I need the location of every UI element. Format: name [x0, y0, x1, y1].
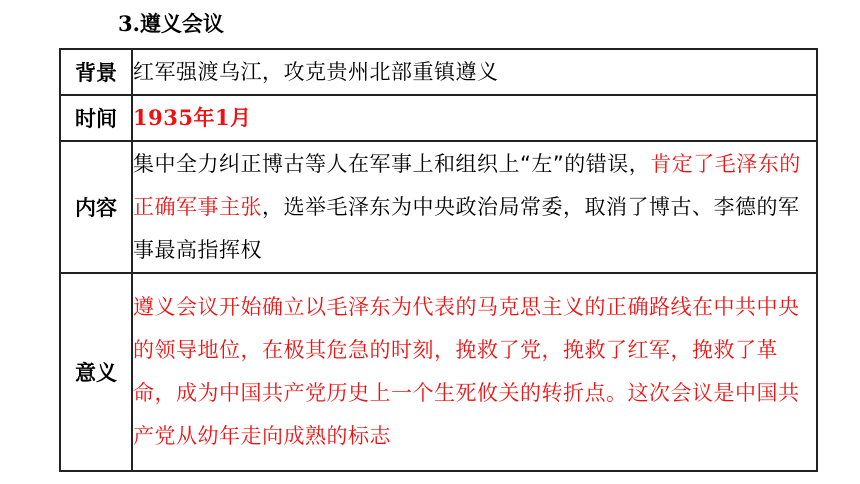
table-row-significance — [60, 273, 817, 471]
row-label-content: 内容 — [60, 141, 132, 273]
content-text-part2: ，选举毛泽东为中央政治局常委，取消了博古、李德的军事最高指挥权 — [133, 194, 800, 262]
section-heading: 3.遵义会议 — [118, 11, 224, 36]
background-text: 红军强渡乌江，攻克贵州北部重镇遵义 — [133, 60, 499, 84]
row-label-significance: 意义 — [60, 273, 132, 471]
row-label-background: 背景 — [60, 49, 132, 95]
table-row-background — [60, 49, 817, 95]
row-content-content — [132, 141, 817, 273]
table-row-time — [60, 95, 817, 141]
meeting-info-table — [59, 48, 818, 472]
table-row-content — [60, 141, 817, 273]
content-text-part1: 集中全力纠正博古等人在军事上和组织上“左”的错误， — [133, 151, 651, 176]
row-content-significance — [132, 273, 817, 471]
row-content-time — [132, 95, 817, 141]
time-text: 1935年1月 — [133, 105, 252, 130]
row-label-time: 时间 — [60, 95, 132, 141]
significance-text: 遵义会议开始确立以毛泽东为代表的马克思主义的正确路线在中共中央的领导地位，在极其危急的时刻，挽救了党，挽救了红军，挽救了革命，成为中国共产党历史上一个生死攸关的转折点。这次会议是中国共产党从幼年走向成熟的标志 — [133, 295, 800, 448]
content-text-highlight: 肯定了毛泽东的正确军事主张 — [133, 151, 801, 219]
row-content-background — [132, 49, 817, 95]
